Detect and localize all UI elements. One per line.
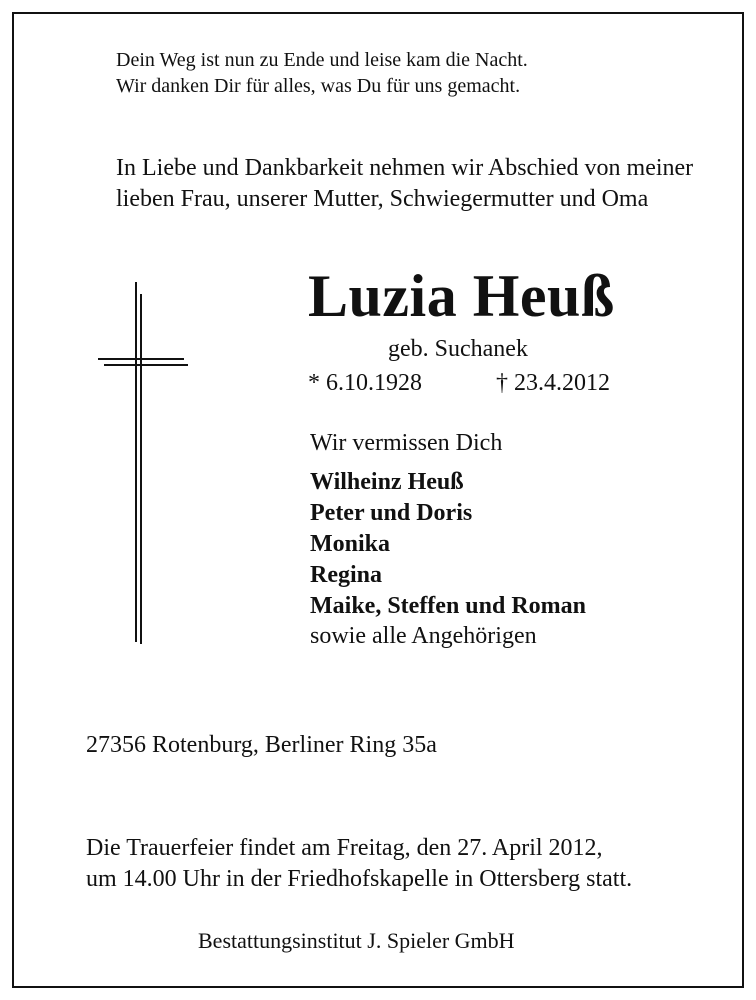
- funeral-line-1: Die Trauerfeier findet am Freitag, den 27. April 2012,: [86, 835, 603, 861]
- maiden-name: geb. Suchanek: [388, 336, 528, 362]
- verse-line-1: Dein Weg ist nun zu Ende und leise kam die Nacht.: [116, 49, 528, 71]
- deceased-name: Luzia Heuß: [308, 263, 615, 329]
- birth-date: * 6.10.1928: [308, 370, 422, 396]
- cross-icon: [96, 282, 191, 644]
- mourner-name: Wilheinz Heuß: [310, 469, 464, 495]
- mourner-name: Peter und Doris: [310, 500, 473, 526]
- mourner-name: Maike, Steffen und Roman: [310, 593, 587, 619]
- mourners-closing: sowie alle Angehörigen: [310, 623, 537, 649]
- verse-line-2: Wir danken Dir für alles, was Du für uns gemacht.: [116, 75, 521, 97]
- funeral-line-2: um 14.00 Uhr in der Friedhofskapelle in Ottersberg statt.: [86, 866, 633, 892]
- mourner-name: Regina: [310, 562, 382, 588]
- intro-line-1: In Liebe und Dankbarkeit nehmen wir Abschied von meiner: [116, 155, 694, 181]
- undertaker: Bestattungsinstitut J. Spieler GmbH: [198, 928, 515, 953]
- mourners-intro: Wir vermissen Dich: [310, 430, 503, 456]
- mourner-name: Monika: [310, 531, 391, 557]
- address: 27356 Rotenburg, Berliner Ring 35a: [86, 732, 437, 758]
- death-date: † 23.4.2012: [496, 370, 610, 396]
- intro-line-2: lieben Frau, unserer Mutter, Schwiegermutter und Oma: [116, 186, 649, 212]
